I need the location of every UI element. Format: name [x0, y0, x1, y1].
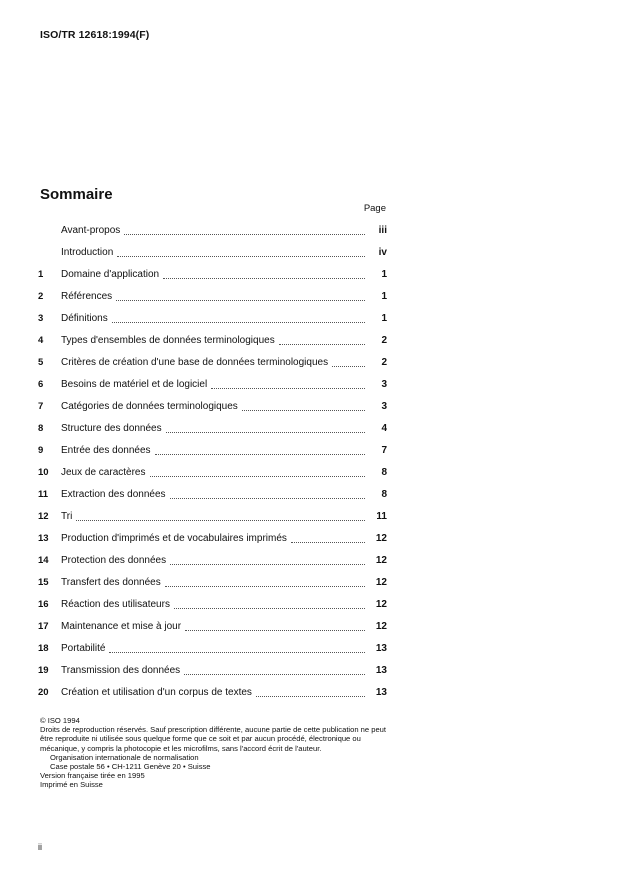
toc-entry-label: Types d'ensembles de données terminologiques — [61, 334, 275, 346]
toc-leader-dots — [242, 400, 365, 411]
toc-entry-label: Domaine d'application — [61, 268, 160, 280]
toc-entry-label: Transfert des données — [61, 576, 161, 588]
toc-entry-page: iii — [378, 224, 387, 236]
toc-entry[interactable] — [38, 241, 387, 263]
organization-name: Organisation internationale de normalisation — [50, 752, 199, 762]
version-note: Version française tirée en 1995 — [40, 771, 145, 781]
toc-entry-number: 13 — [38, 532, 49, 544]
toc-entry[interactable] — [38, 439, 387, 461]
rights-statement: Droits de reproduction réservés. Sauf prescription différente, aucune partie de cette publication ne peut être reproduite ni utilisée sous quelque forme que ce soit et par aucun procédé, électronique ou mécanique, y compris la photocopie et les microfilms, sans l'accord écrit de l'auteur. — [40, 725, 387, 753]
toc-entry-page: 11 — [376, 510, 387, 522]
page-title: Sommaire — [40, 186, 113, 203]
toc-entry-number: 3 — [38, 312, 44, 324]
toc-entry-number: 11 — [38, 488, 49, 500]
toc-entry[interactable] — [38, 307, 387, 329]
toc-entry[interactable] — [38, 615, 387, 637]
toc-entry-label: Catégories de données terminologiques — [61, 400, 238, 412]
toc-entry-page: 13 — [375, 642, 387, 654]
toc-entry-number: 2 — [38, 290, 44, 302]
toc-entry-page: 2 — [381, 334, 387, 346]
toc-entry-number: 10 — [38, 466, 49, 478]
toc-entry[interactable] — [38, 395, 387, 417]
toc-entry[interactable] — [38, 593, 387, 615]
toc-entry-number: 15 — [38, 576, 49, 588]
toc-leader-dots — [155, 444, 365, 455]
toc-entry-page: 13 — [375, 664, 387, 676]
toc-entry-page: 12 — [375, 598, 387, 610]
toc-entry-label: Définitions — [61, 312, 108, 324]
copyright-notice — [40, 716, 386, 790]
toc-entry[interactable] — [38, 285, 387, 307]
toc-leader-dots — [109, 642, 365, 653]
toc-leader-dots — [170, 488, 365, 499]
toc-entry-number: 9 — [38, 444, 44, 456]
toc-entry[interactable] — [38, 527, 387, 549]
toc-entry-page: 13 — [375, 686, 387, 698]
toc-entry[interactable] — [38, 637, 387, 659]
toc-entry[interactable] — [38, 373, 387, 395]
toc-entry-page: 12 — [375, 532, 387, 544]
toc-entry-label: Création et utilisation d'un corpus de textes — [61, 686, 252, 698]
toc-entry-number: 17 — [38, 620, 49, 632]
toc-entry-label: Références — [61, 290, 113, 302]
toc-entry-page: 1 — [381, 290, 387, 302]
toc-entry-page: 3 — [381, 400, 387, 412]
toc-entry-label: Entrée des données — [61, 444, 151, 456]
toc-entry-number: 18 — [38, 642, 49, 654]
toc-entry-label: Jeux de caractères — [61, 466, 146, 478]
copyright-line: © ISO 1994 — [40, 716, 80, 725]
toc-entry-label: Transmission des données — [61, 664, 181, 676]
toc-entry-number: 20 — [38, 686, 49, 698]
printed-note: Imprimé en Suisse — [40, 780, 103, 790]
toc-leader-dots — [332, 356, 365, 367]
toc-leader-dots — [174, 598, 365, 609]
toc-entry-number: 7 — [38, 400, 44, 412]
toc-entry[interactable] — [38, 659, 387, 681]
toc-entry-number: 12 — [38, 510, 49, 522]
toc-leader-dots — [170, 554, 365, 565]
document-id: ISO/TR 12618:1994(F) — [40, 29, 150, 41]
toc-entry-label: Maintenance et mise à jour — [61, 620, 182, 632]
toc-entry-label: Besoins de matériel et de logiciel — [61, 378, 208, 390]
toc-entry-label: Avant-propos — [61, 224, 121, 236]
toc-entry-label: Protection des données — [61, 554, 167, 566]
toc-entry[interactable] — [38, 219, 387, 241]
toc-entry[interactable] — [38, 571, 387, 593]
toc-entry-number: 16 — [38, 598, 49, 610]
toc-leader-dots — [256, 686, 365, 697]
toc-entry-label: Extraction des données — [61, 488, 166, 500]
toc-leader-dots — [184, 664, 365, 675]
toc-entry-number: 4 — [38, 334, 44, 346]
toc-leader-dots — [279, 334, 365, 345]
toc-entry-page: 4 — [381, 422, 387, 434]
toc-leader-dots — [124, 224, 365, 235]
toc-entry-label: Production d'imprimés et de vocabulaires imprimés — [61, 532, 287, 544]
toc-entry-label: Portabilité — [61, 642, 106, 654]
toc-entry-label: Introduction — [61, 246, 114, 258]
toc-leader-dots — [166, 422, 365, 433]
toc-entry[interactable] — [38, 483, 387, 505]
toc-entry[interactable] — [38, 461, 387, 483]
toc-entry-page: iv — [378, 246, 387, 258]
toc-leader-dots — [165, 576, 365, 587]
toc-entry-number: 14 — [38, 554, 49, 566]
toc-entry[interactable] — [38, 263, 387, 285]
toc-entry-page: 12 — [375, 576, 387, 588]
toc-leader-dots — [211, 378, 365, 389]
toc-leader-dots — [112, 312, 365, 323]
toc-entry[interactable] — [38, 505, 387, 527]
page-column-label: Page — [363, 203, 386, 214]
toc-entry-page: 8 — [381, 488, 387, 500]
toc-entry-label: Critères de création d'une base de données terminologiques — [61, 356, 329, 368]
toc-entry-label: Structure des données — [61, 422, 162, 434]
toc-entry-page: 3 — [381, 378, 387, 390]
toc-leader-dots — [150, 466, 366, 477]
page-number: ii — [38, 842, 42, 852]
toc-entry-label: Réaction des utilisateurs — [61, 598, 170, 610]
toc-entry-number: 5 — [38, 356, 44, 368]
toc-entry-page: 1 — [381, 268, 387, 280]
table-of-contents — [38, 219, 387, 703]
toc-entry-page: 2 — [381, 356, 387, 368]
toc-leader-dots — [76, 510, 365, 521]
toc-entry[interactable] — [38, 681, 387, 703]
organization-address: Case postale 56 • CH-1211 Genève 20 • Suisse — [50, 762, 211, 772]
toc-leader-dots — [291, 532, 365, 543]
toc-leader-dots — [185, 620, 365, 631]
toc-entry[interactable] — [38, 351, 387, 373]
toc-entry-page: 12 — [375, 554, 387, 566]
toc-entry-number: 19 — [38, 664, 49, 676]
toc-entry[interactable] — [38, 417, 387, 439]
toc-entry[interactable] — [38, 549, 387, 571]
toc-entry-label: Tri — [61, 510, 73, 522]
toc-entry[interactable] — [38, 329, 387, 351]
toc-entry-number: 1 — [38, 268, 44, 280]
toc-entry-page: 8 — [381, 466, 387, 478]
toc-entry-number: 8 — [38, 422, 44, 434]
toc-leader-dots — [163, 268, 365, 279]
toc-entry-page: 1 — [381, 312, 387, 324]
toc-leader-dots — [117, 246, 365, 257]
toc-entry-page: 12 — [375, 620, 387, 632]
toc-entry-number: 6 — [38, 378, 44, 390]
toc-leader-dots — [116, 290, 365, 301]
toc-entry-page: 7 — [381, 444, 387, 456]
